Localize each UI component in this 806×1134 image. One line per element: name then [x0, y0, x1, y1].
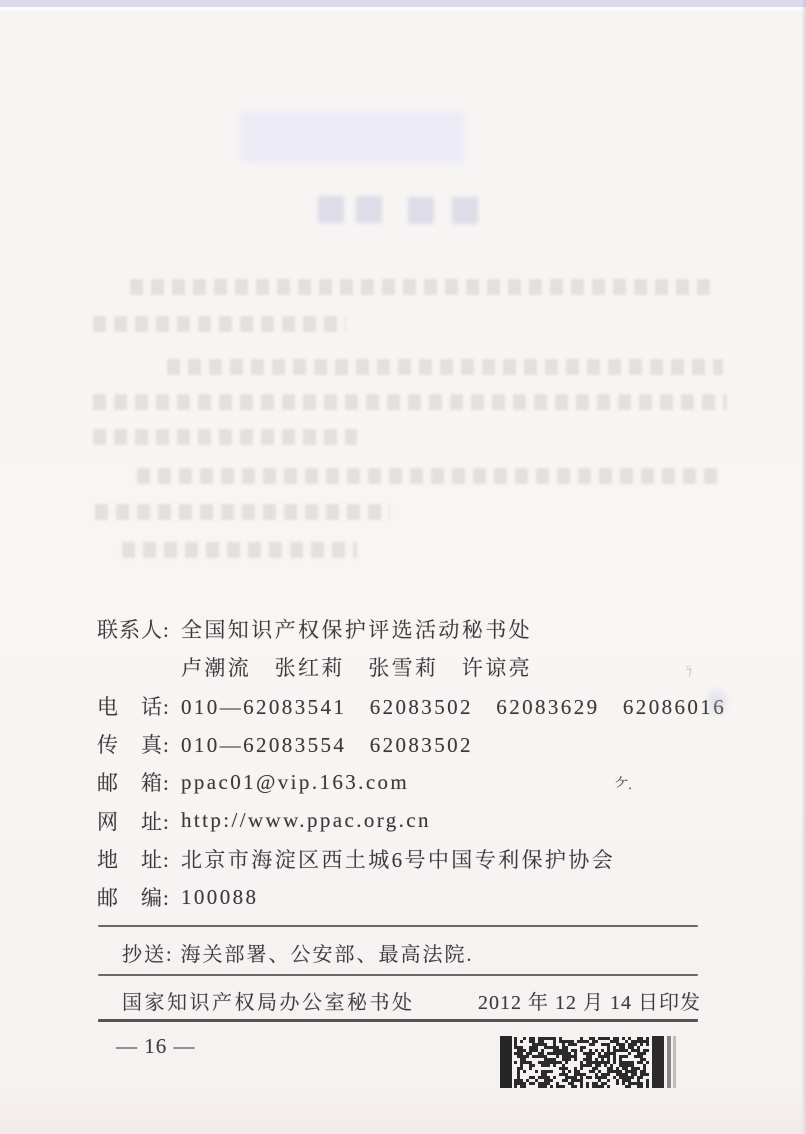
contact-value: 全国知识产权保护评选活动秘书处 [181, 618, 532, 643]
contact-label: 邮 箱: [97, 771, 170, 796]
contact-row [97, 648, 757, 686]
barcode [500, 1036, 678, 1088]
contact-value: 卢潮流 张红莉 张雪莉 许谅亮 [181, 656, 532, 681]
contact-row [97, 687, 757, 725]
contact-label: 电 话: [97, 694, 170, 719]
barcode-noise [514, 1036, 650, 1088]
page-number: — 16 — [116, 1034, 196, 1058]
contact-label: 联系人: [97, 618, 170, 643]
print-date: 2012 年 12 月 14 日印发 [478, 992, 701, 1014]
bleedthrough-text-line [137, 468, 717, 484]
bleedthrough-text-line [95, 504, 390, 520]
scan-right-edge-shadow [801, 0, 806, 1134]
faint-pen-mark: ⁊̈ [685, 663, 693, 679]
contact-label: 传 真: [97, 733, 170, 758]
scan-top-edge-highlight [0, 7, 806, 11]
contact-row [97, 878, 757, 916]
separator-line [98, 974, 698, 976]
bleedthrough-text-line [130, 279, 715, 295]
scan-bottom-shading [0, 1092, 806, 1134]
pen-mark: ケ. [612, 774, 634, 794]
contact-row [97, 840, 757, 878]
contact-value: 010—62083541 62083502 62083629 62086016 [181, 694, 727, 719]
contact-value: 100088 [181, 884, 259, 909]
barcode-quiet-bar [673, 1036, 676, 1088]
issuing-office: 国家知识产权局办公室秘书处 [122, 992, 415, 1014]
bleedthrough-text-line [93, 394, 727, 410]
bleedthrough-highlight-rect [240, 111, 465, 163]
contact-value: 北京市海淀区西土城6号中国专利保护协会 [181, 847, 616, 872]
separator-line-bottom [98, 1019, 698, 1022]
bleedthrough-text-line [122, 542, 357, 558]
contact-block [97, 610, 757, 916]
bleedthrough-text-line [93, 429, 357, 445]
contact-value: http://www.ppac.org.cn [181, 808, 431, 833]
barcode-start-bar [500, 1036, 512, 1088]
contact-row [97, 763, 757, 801]
separator-line [98, 925, 698, 927]
bleedthrough-title-glyph [356, 196, 382, 223]
cc-line: 抄送: 海关部署、公安部、最高法院. [122, 944, 474, 966]
ink-smudge [708, 690, 726, 714]
contact-value: ppac01@vip.163.com [181, 769, 410, 794]
bleedthrough-title-glyph [318, 196, 344, 223]
contact-value: 010—62083554 62083502 [181, 733, 473, 758]
bleedthrough-text-line [93, 316, 346, 332]
scan-top-edge [0, 0, 806, 7]
bleedthrough-title-glyph [408, 197, 434, 224]
contact-label: 网 址: [97, 809, 170, 834]
barcode-stop-bar [652, 1036, 664, 1088]
contact-row [97, 801, 757, 839]
contact-row [97, 610, 757, 648]
barcode-quiet-bar [667, 1036, 671, 1088]
contact-label: 地 址: [97, 847, 170, 872]
bleedthrough-text-line [167, 359, 723, 375]
contact-label: 邮 编: [97, 886, 170, 911]
bleedthrough-title-glyph [452, 197, 478, 224]
contact-row [97, 725, 757, 763]
